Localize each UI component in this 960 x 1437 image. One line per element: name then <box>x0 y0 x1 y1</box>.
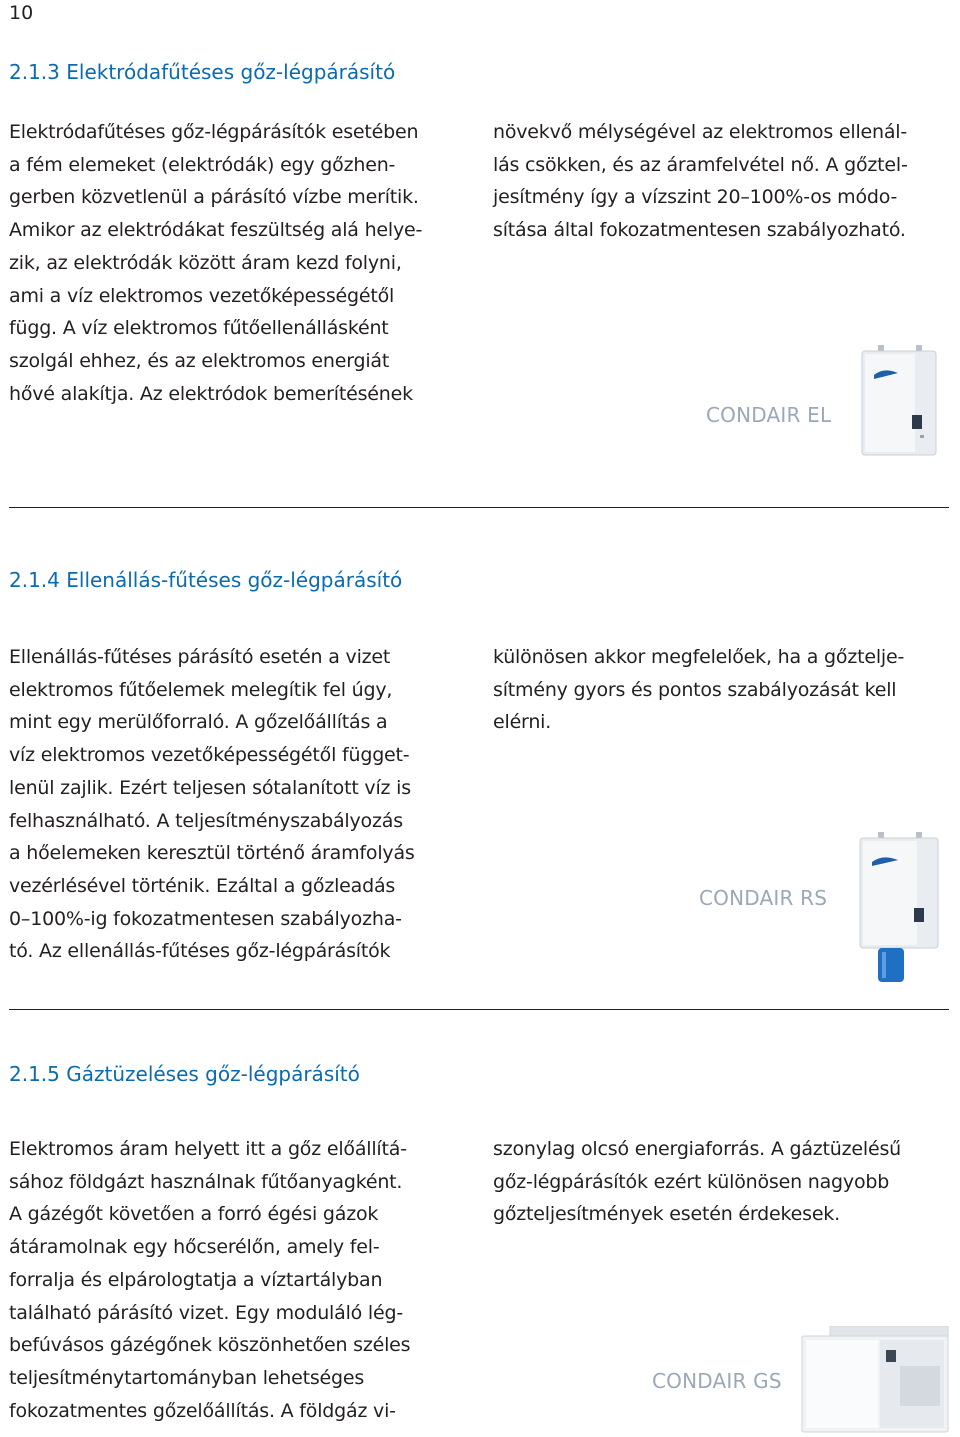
product-label-condair-rs: CONDAIR RS <box>699 886 828 910</box>
section-2-1-3-left-column: Elektródafűtéses gőz-légpárásítók esetében a fém elemeket (elektródák) egy gőzhen- gerben közvetlenül a párásító vízbe merítik. Amikor az elektródákat feszültség alá helye- zik, az elektródák között áram kezd folyni, ami a víz elektromos vezetőképességétől függ. A víz elektromos fűtőellenállásként szolgál ehhez, és az elektromos energiát hővé alakítja. Az elektródok bemerítésének <box>9 121 423 405</box>
section-2-1-4-left-column: Ellenállás-fűtéses párásító esetén a vizet elektromos fűtőelemek melegítik fel úgy, mint egy merülőforraló. A gőzelőállítás a víz elektromos vezetőképességétől függet- lenül zajlik. Ezért teljesen sótalanított víz is felhasználható. A teljesítményszabályozás a hőelemeken keresztül történő áramfolyás vezérlésével történik. Ezáltal a gőzleadás 0–100%-ig fokozatmentesen szabályozha- tó. Az ellenállás-fűtéses gőz-légpárásítók <box>9 646 415 963</box>
steam-humidifier-unit-icon <box>860 345 940 457</box>
section-2-1-3-right-column: növekvő mélységével az elektromos ellenál- lás csökken, és az áramfelvétel nő. A gőztel- jesítmény így a vízszint 20–100%-os módo- sítása által fokozatmentesen szabályozható. <box>493 121 908 242</box>
section-heading-2-1-3: 2.1.3 Elektródafűtéses gőz-légpárásító <box>9 60 396 84</box>
gas-humidifier-cabinet-icon <box>800 1326 950 1434</box>
steam-humidifier-unit-with-blue-cylinder-icon <box>858 832 942 984</box>
section-divider <box>9 507 949 508</box>
section-2-1-5-left-column: Elektromos áram helyett itt a gőz előállítá- sához földgázt használnak fűtőanyagként. A gázégőt követően a forró égési gázok átáramolnak egy hőcserélőn, amely fel- forralja és elpárologtatja a víztartályban található párásító vizet. Egy moduláló lég- befúvásos gázégőnek köszönhetően széles teljesítménytartományban lehetséges fokozatmentes gőzelőállítás. A földgáz vi- <box>9 1138 411 1422</box>
page-number: 10 <box>9 2 34 24</box>
section-2-1-5-right-column: szonylag olcsó energiaforrás. A gáztüzelésű gőz-légpárásítók ezért különösen nagyobb gőzteljesítmények esetén érdekesek. <box>493 1138 901 1226</box>
section-divider <box>9 1009 949 1010</box>
section-heading-2-1-4: 2.1.4 Ellenállás-fűtéses gőz-légpárásító <box>9 568 403 592</box>
section-2-1-4-right-column: különösen akkor megfelelőek, ha a gőztelje- sítmény gyors és pontos szabályozását kell elérni. <box>493 646 905 734</box>
product-label-condair-el: CONDAIR EL <box>706 403 832 427</box>
section-heading-2-1-5: 2.1.5 Gáztüzeléses gőz-légpárásító <box>9 1062 360 1086</box>
product-label-condair-gs: CONDAIR GS <box>652 1369 782 1393</box>
